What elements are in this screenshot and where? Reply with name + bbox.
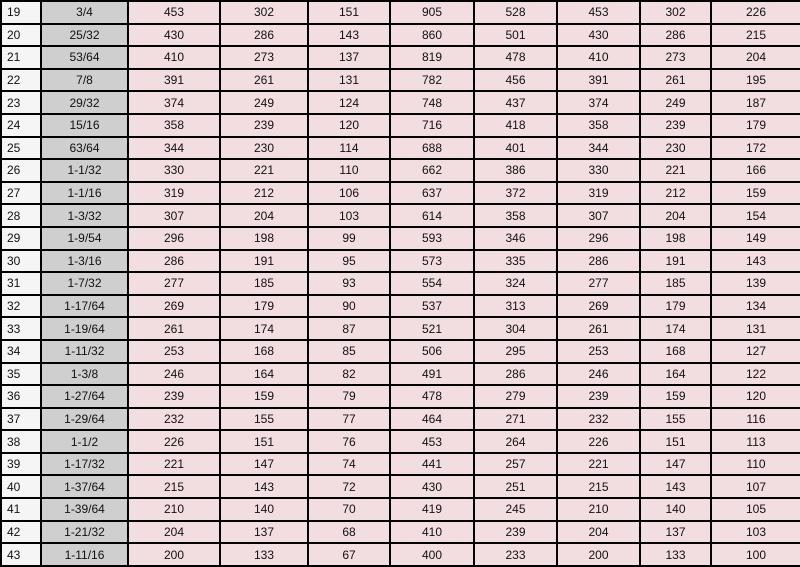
value-cell: 269 [128, 295, 220, 318]
value-cell: 140 [220, 498, 308, 521]
value-cell: 286 [128, 250, 220, 273]
value-cell: 212 [220, 182, 308, 205]
value-cell: 204 [557, 521, 640, 544]
value-cell: 358 [557, 114, 640, 137]
value-cell: 716 [390, 114, 474, 137]
table-row [1, 182, 800, 205]
value-cell: 93 [308, 272, 390, 295]
value-cell: 191 [640, 250, 711, 273]
value-cell: 286 [474, 363, 557, 386]
value-cell: 453 [390, 430, 474, 453]
value-cell: 137 [220, 521, 308, 544]
table-row [1, 385, 800, 408]
row-number-cell: 25 [1, 137, 41, 160]
value-cell: 419 [390, 498, 474, 521]
value-cell: 491 [390, 363, 474, 386]
fraction-cell: 1-39/64 [41, 498, 128, 521]
value-cell: 269 [557, 295, 640, 318]
row-number-cell: 33 [1, 317, 41, 340]
value-cell: 204 [711, 46, 800, 69]
value-cell: 134 [711, 295, 800, 318]
table-row [1, 340, 800, 363]
value-cell: 122 [711, 363, 800, 386]
row-number-cell: 37 [1, 408, 41, 431]
value-cell: 107 [711, 475, 800, 498]
fraction-cell: 1-3/8 [41, 363, 128, 386]
value-cell: 149 [711, 227, 800, 250]
value-cell: 215 [128, 475, 220, 498]
value-cell: 79 [308, 385, 390, 408]
value-cell: 143 [711, 250, 800, 273]
value-cell: 226 [711, 1, 800, 24]
value-cell: 100 [711, 543, 800, 566]
value-cell: 143 [640, 475, 711, 498]
value-cell: 74 [308, 453, 390, 476]
value-cell: 295 [474, 340, 557, 363]
fraction-cell: 25/32 [41, 24, 128, 47]
fraction-cell: 7/8 [41, 69, 128, 92]
value-cell: 257 [474, 453, 557, 476]
value-cell: 90 [308, 295, 390, 318]
value-cell: 249 [220, 91, 308, 114]
value-cell: 239 [220, 114, 308, 137]
row-number-cell: 27 [1, 182, 41, 205]
fraction-cell: 1-11/16 [41, 543, 128, 566]
row-number-cell: 35 [1, 363, 41, 386]
fraction-cell: 1-1/16 [41, 182, 128, 205]
fraction-cell: 1-1/32 [41, 159, 128, 182]
value-cell: 372 [474, 182, 557, 205]
value-cell: 302 [640, 1, 711, 24]
value-cell: 374 [557, 91, 640, 114]
value-cell: 782 [390, 69, 474, 92]
value-cell: 68 [308, 521, 390, 544]
value-cell: 324 [474, 272, 557, 295]
value-cell: 185 [220, 272, 308, 295]
value-cell: 226 [128, 430, 220, 453]
value-cell: 437 [474, 91, 557, 114]
value-cell: 249 [640, 91, 711, 114]
table-row [1, 227, 800, 250]
value-cell: 335 [474, 250, 557, 273]
value-cell: 358 [474, 204, 557, 227]
value-cell: 124 [308, 91, 390, 114]
value-cell: 251 [474, 475, 557, 498]
row-number-cell: 19 [1, 1, 41, 24]
value-cell: 344 [557, 137, 640, 160]
value-cell: 174 [640, 317, 711, 340]
value-cell: 748 [390, 91, 474, 114]
row-number-cell: 42 [1, 521, 41, 544]
table-row [1, 272, 800, 295]
value-cell: 70 [308, 498, 390, 521]
row-number-cell: 26 [1, 159, 41, 182]
value-cell: 127 [711, 340, 800, 363]
value-cell: 168 [640, 340, 711, 363]
table-row [1, 91, 800, 114]
value-cell: 164 [220, 363, 308, 386]
value-cell: 77 [308, 408, 390, 431]
value-cell: 195 [711, 69, 800, 92]
value-cell: 391 [557, 69, 640, 92]
row-number-cell: 32 [1, 295, 41, 318]
fraction-cell: 3/4 [41, 1, 128, 24]
table-row [1, 137, 800, 160]
value-cell: 330 [128, 159, 220, 182]
value-cell: 441 [390, 453, 474, 476]
value-cell: 133 [220, 543, 308, 566]
table-row [1, 543, 800, 566]
table-row [1, 159, 800, 182]
value-cell: 212 [640, 182, 711, 205]
row-number-cell: 40 [1, 475, 41, 498]
value-cell: 179 [220, 295, 308, 318]
value-cell: 453 [128, 1, 220, 24]
value-cell: 137 [308, 46, 390, 69]
value-cell: 261 [220, 69, 308, 92]
value-cell: 166 [711, 159, 800, 182]
value-cell: 239 [474, 521, 557, 544]
table-row [1, 521, 800, 544]
value-cell: 151 [640, 430, 711, 453]
table-row [1, 363, 800, 386]
table-row [1, 408, 800, 431]
value-cell: 253 [557, 340, 640, 363]
value-cell: 191 [220, 250, 308, 273]
value-cell: 110 [308, 159, 390, 182]
value-cell: 593 [390, 227, 474, 250]
fraction-cell: 1-3/16 [41, 250, 128, 273]
value-cell: 400 [390, 543, 474, 566]
value-cell: 187 [711, 91, 800, 114]
value-cell: 346 [474, 227, 557, 250]
value-cell: 430 [390, 475, 474, 498]
value-cell: 72 [308, 475, 390, 498]
row-number-cell: 29 [1, 227, 41, 250]
value-cell: 277 [128, 272, 220, 295]
value-cell: 478 [390, 385, 474, 408]
value-cell: 232 [128, 408, 220, 431]
value-cell: 478 [474, 46, 557, 69]
value-cell: 905 [390, 1, 474, 24]
fraction-cell: 63/64 [41, 137, 128, 160]
value-cell: 313 [474, 295, 557, 318]
value-cell: 261 [128, 317, 220, 340]
value-cell: 410 [128, 46, 220, 69]
row-number-cell: 31 [1, 272, 41, 295]
value-cell: 215 [711, 24, 800, 47]
value-cell: 215 [557, 475, 640, 498]
value-cell: 302 [220, 1, 308, 24]
table-body [1, 1, 800, 566]
value-cell: 239 [557, 385, 640, 408]
value-cell: 198 [640, 227, 711, 250]
value-cell: 537 [390, 295, 474, 318]
value-cell: 296 [557, 227, 640, 250]
value-cell: 410 [390, 521, 474, 544]
value-cell: 374 [128, 91, 220, 114]
value-cell: 860 [390, 24, 474, 47]
value-cell: 114 [308, 137, 390, 160]
fraction-cell: 1-17/64 [41, 295, 128, 318]
fraction-cell: 1-17/32 [41, 453, 128, 476]
value-cell: 168 [220, 340, 308, 363]
value-cell: 239 [128, 385, 220, 408]
value-cell: 614 [390, 204, 474, 227]
table-row [1, 475, 800, 498]
row-number-cell: 41 [1, 498, 41, 521]
table-row [1, 317, 800, 340]
value-cell: 221 [557, 453, 640, 476]
value-cell: 453 [557, 1, 640, 24]
fraction-cell: 1-11/32 [41, 340, 128, 363]
value-cell: 273 [220, 46, 308, 69]
value-cell: 246 [128, 363, 220, 386]
fraction-cell: 15/16 [41, 114, 128, 137]
value-cell: 210 [128, 498, 220, 521]
value-cell: 143 [220, 475, 308, 498]
value-cell: 131 [711, 317, 800, 340]
value-cell: 110 [711, 453, 800, 476]
value-cell: 401 [474, 137, 557, 160]
value-cell: 137 [640, 521, 711, 544]
value-cell: 174 [220, 317, 308, 340]
value-cell: 67 [308, 543, 390, 566]
fraction-cell: 1-37/64 [41, 475, 128, 498]
value-cell: 204 [640, 204, 711, 227]
value-cell: 226 [557, 430, 640, 453]
value-cell: 456 [474, 69, 557, 92]
value-cell: 143 [308, 24, 390, 47]
row-number-cell: 22 [1, 69, 41, 92]
value-cell: 554 [390, 272, 474, 295]
value-cell: 179 [711, 114, 800, 137]
value-cell: 304 [474, 317, 557, 340]
row-number-cell: 36 [1, 385, 41, 408]
value-cell: 279 [474, 385, 557, 408]
value-cell: 185 [640, 272, 711, 295]
value-cell: 232 [557, 408, 640, 431]
value-cell: 82 [308, 363, 390, 386]
value-cell: 159 [220, 385, 308, 408]
value-cell: 103 [308, 204, 390, 227]
value-cell: 246 [557, 363, 640, 386]
value-cell: 105 [711, 498, 800, 521]
row-number-cell: 24 [1, 114, 41, 137]
value-cell: 172 [711, 137, 800, 160]
value-cell: 200 [128, 543, 220, 566]
value-cell: 307 [128, 204, 220, 227]
fraction-cell: 1-3/32 [41, 204, 128, 227]
table-row [1, 46, 800, 69]
table-row [1, 295, 800, 318]
table-row [1, 204, 800, 227]
value-cell: 430 [557, 24, 640, 47]
value-cell: 159 [711, 182, 800, 205]
value-cell: 233 [474, 543, 557, 566]
value-cell: 319 [557, 182, 640, 205]
value-cell: 151 [308, 1, 390, 24]
row-number-cell: 38 [1, 430, 41, 453]
value-cell: 307 [557, 204, 640, 227]
value-cell: 418 [474, 114, 557, 137]
value-cell: 286 [640, 24, 711, 47]
value-cell: 506 [390, 340, 474, 363]
value-cell: 147 [640, 453, 711, 476]
value-cell: 271 [474, 408, 557, 431]
table-row [1, 430, 800, 453]
value-cell: 154 [711, 204, 800, 227]
value-cell: 521 [390, 317, 474, 340]
value-cell: 159 [640, 385, 711, 408]
value-cell: 221 [640, 159, 711, 182]
value-cell: 319 [128, 182, 220, 205]
table-row [1, 114, 800, 137]
value-cell: 113 [711, 430, 800, 453]
value-cell: 151 [220, 430, 308, 453]
value-cell: 528 [474, 1, 557, 24]
value-cell: 386 [474, 159, 557, 182]
value-cell: 344 [128, 137, 220, 160]
table-row [1, 24, 800, 47]
value-cell: 120 [308, 114, 390, 137]
value-cell: 573 [390, 250, 474, 273]
value-cell: 164 [640, 363, 711, 386]
row-number-cell: 39 [1, 453, 41, 476]
value-cell: 85 [308, 340, 390, 363]
fraction-cell: 1-21/32 [41, 521, 128, 544]
value-cell: 95 [308, 250, 390, 273]
value-cell: 230 [220, 137, 308, 160]
value-cell: 221 [128, 453, 220, 476]
value-cell: 198 [220, 227, 308, 250]
value-cell: 637 [390, 182, 474, 205]
row-number-cell: 34 [1, 340, 41, 363]
value-cell: 116 [711, 408, 800, 431]
table-row [1, 1, 800, 24]
value-cell: 819 [390, 46, 474, 69]
value-cell: 264 [474, 430, 557, 453]
fraction-cell: 1-29/64 [41, 408, 128, 431]
table-row [1, 69, 800, 92]
fraction-cell: 29/32 [41, 91, 128, 114]
value-cell: 430 [128, 24, 220, 47]
value-cell: 179 [640, 295, 711, 318]
value-cell: 210 [557, 498, 640, 521]
value-cell: 155 [640, 408, 711, 431]
value-cell: 286 [557, 250, 640, 273]
value-cell: 410 [557, 46, 640, 69]
value-cell: 87 [308, 317, 390, 340]
value-cell: 273 [640, 46, 711, 69]
value-cell: 221 [220, 159, 308, 182]
value-cell: 286 [220, 24, 308, 47]
value-cell: 330 [557, 159, 640, 182]
value-cell: 204 [220, 204, 308, 227]
value-cell: 204 [128, 521, 220, 544]
row-number-cell: 20 [1, 24, 41, 47]
fraction-cell: 1-27/64 [41, 385, 128, 408]
row-number-cell: 21 [1, 46, 41, 69]
fraction-cell: 53/64 [41, 46, 128, 69]
value-cell: 261 [640, 69, 711, 92]
value-cell: 133 [640, 543, 711, 566]
fraction-cell: 1-9/54 [41, 227, 128, 250]
table-row [1, 250, 800, 273]
value-cell: 688 [390, 137, 474, 160]
value-cell: 76 [308, 430, 390, 453]
value-cell: 261 [557, 317, 640, 340]
value-cell: 106 [308, 182, 390, 205]
value-cell: 296 [128, 227, 220, 250]
table-row [1, 453, 800, 476]
value-cell: 277 [557, 272, 640, 295]
value-cell: 139 [711, 272, 800, 295]
value-cell: 662 [390, 159, 474, 182]
row-number-cell: 30 [1, 250, 41, 273]
value-cell: 391 [128, 69, 220, 92]
value-cell: 200 [557, 543, 640, 566]
fraction-cell: 1-1/2 [41, 430, 128, 453]
value-cell: 253 [128, 340, 220, 363]
value-cell: 155 [220, 408, 308, 431]
value-cell: 501 [474, 24, 557, 47]
row-number-cell: 43 [1, 543, 41, 566]
fraction-cell: 1-7/32 [41, 272, 128, 295]
value-cell: 147 [220, 453, 308, 476]
value-cell: 131 [308, 69, 390, 92]
value-cell: 103 [711, 521, 800, 544]
table-row [1, 498, 800, 521]
value-cell: 239 [640, 114, 711, 137]
fraction-cell: 1-19/64 [41, 317, 128, 340]
row-number-cell: 23 [1, 91, 41, 114]
value-cell: 99 [308, 227, 390, 250]
value-cell: 120 [711, 385, 800, 408]
value-cell: 245 [474, 498, 557, 521]
value-cell: 358 [128, 114, 220, 137]
value-cell: 140 [640, 498, 711, 521]
value-cell: 230 [640, 137, 711, 160]
row-number-cell: 28 [1, 204, 41, 227]
value-cell: 464 [390, 408, 474, 431]
